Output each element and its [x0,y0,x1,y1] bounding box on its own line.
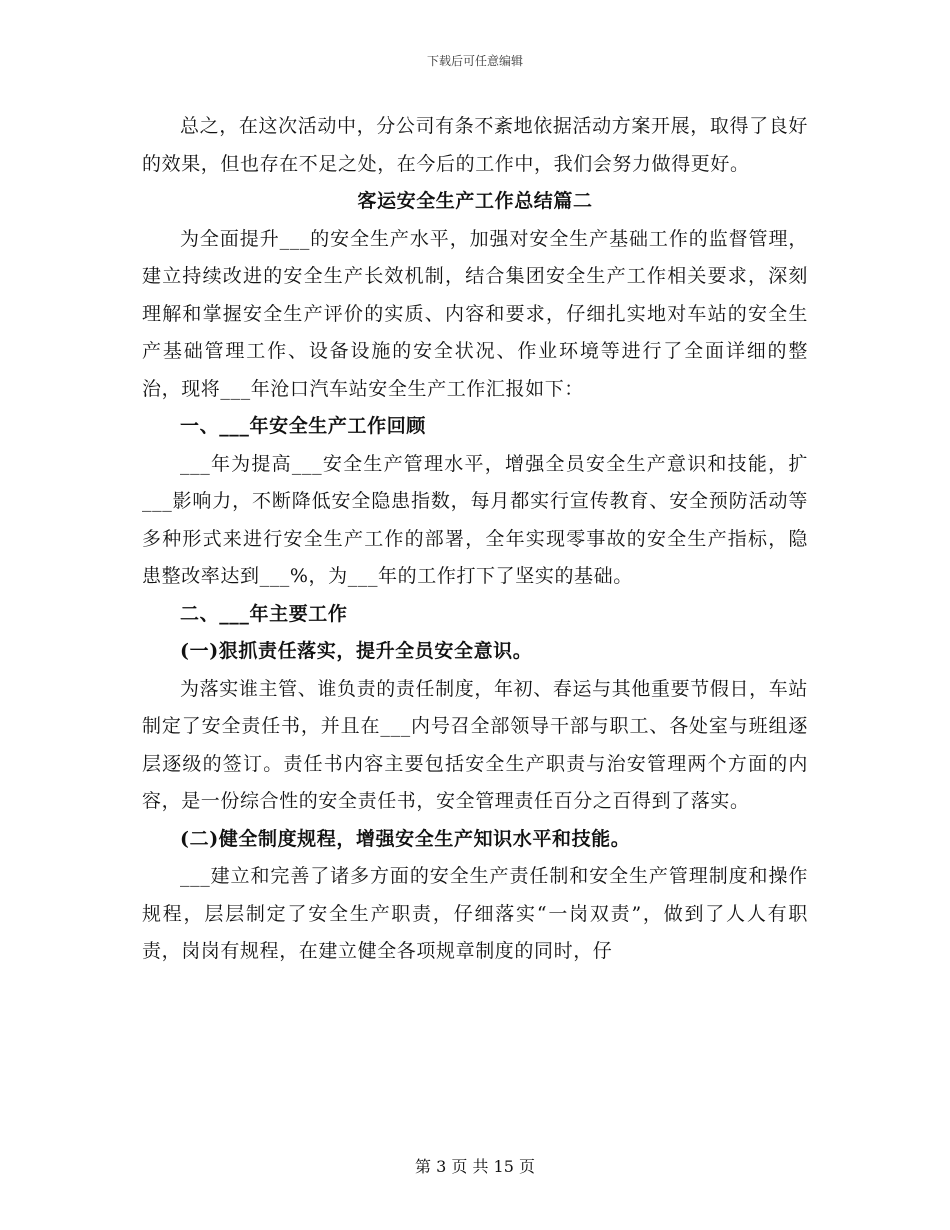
paragraph-regulations: ___建立和完善了诸多方面的安全生产责任制和安全生产管理制度和操作规程，层层制定了安全生产职责，仔细落实“一岗双责”，做到了人人有职责，岗岗有规程，在建立健全各项规章制度的同时，仔 [142,865,808,962]
paragraph-intro: 为全面提升___的安全生产水平，加强对安全生产基础工作的监督管理，建立持续改进的安全生产长效机制，结合集团安全生产工作相关要求，深刻理解和掌握安全生产评价的实质、内容和要求，仔细扎实地对车站的安全生产基础管理工作、设备设施的安全状况、作业环境等进行了全面详细的整治，现将___年沧口汽车站安全生产工作汇报如下： [142,227,808,400]
paragraph-responsibility: 为落实谁主管、谁负责的责任制度，年初、春运与其他重要节假日，车站制定了安全责任书，并且在___内号召全部领导干部与职工、各处室与班组逐层逐级的签订。责任书内容主要包括安全生产职责与治安管理两个方面的内容，是一份综合性的安全责任书，安全管理责任百分之百得到了落实。 [142,677,808,812]
document-title: 客运安全生产工作总结篇二 [357,190,593,212]
document-body [142,108,808,971]
section-heading-main-work: 二、___年主要工作 [180,602,348,625]
page-header-note: 下载后可任意编辑 [426,54,523,68]
paragraph-conclusion: 总之，在这次活动中，分公司有条不紊地依据活动方案开展，取得了良好的效果，但也存在不足之处，在今后的工作中，我们会努力做得更好。 [142,115,808,175]
section-heading-review: 一、___年安全生产工作回顾 [180,415,426,437]
page-number: 第 3 页 共 15 页 [415,1157,535,1176]
subsection-heading-responsibility: (一)狠抓责任落实，提升全员安全意识。 [180,640,533,662]
subsection-heading-regulations: (二)健全制度规程，增强安全生产知识水平和技能。 [180,827,631,850]
paragraph-review: ___年为提高___安全生产管理水平，增强全员安全生产意识和技能，扩___影响力，不断降低安全隐患指数，每月都实行宣传教育、安全预防活动等多种形式来进行安全生产工作的部署，全年实现零事故的安全生产指标，隐患整改率达到___%，为___年的工作打下了坚实的基础。 [142,452,808,587]
